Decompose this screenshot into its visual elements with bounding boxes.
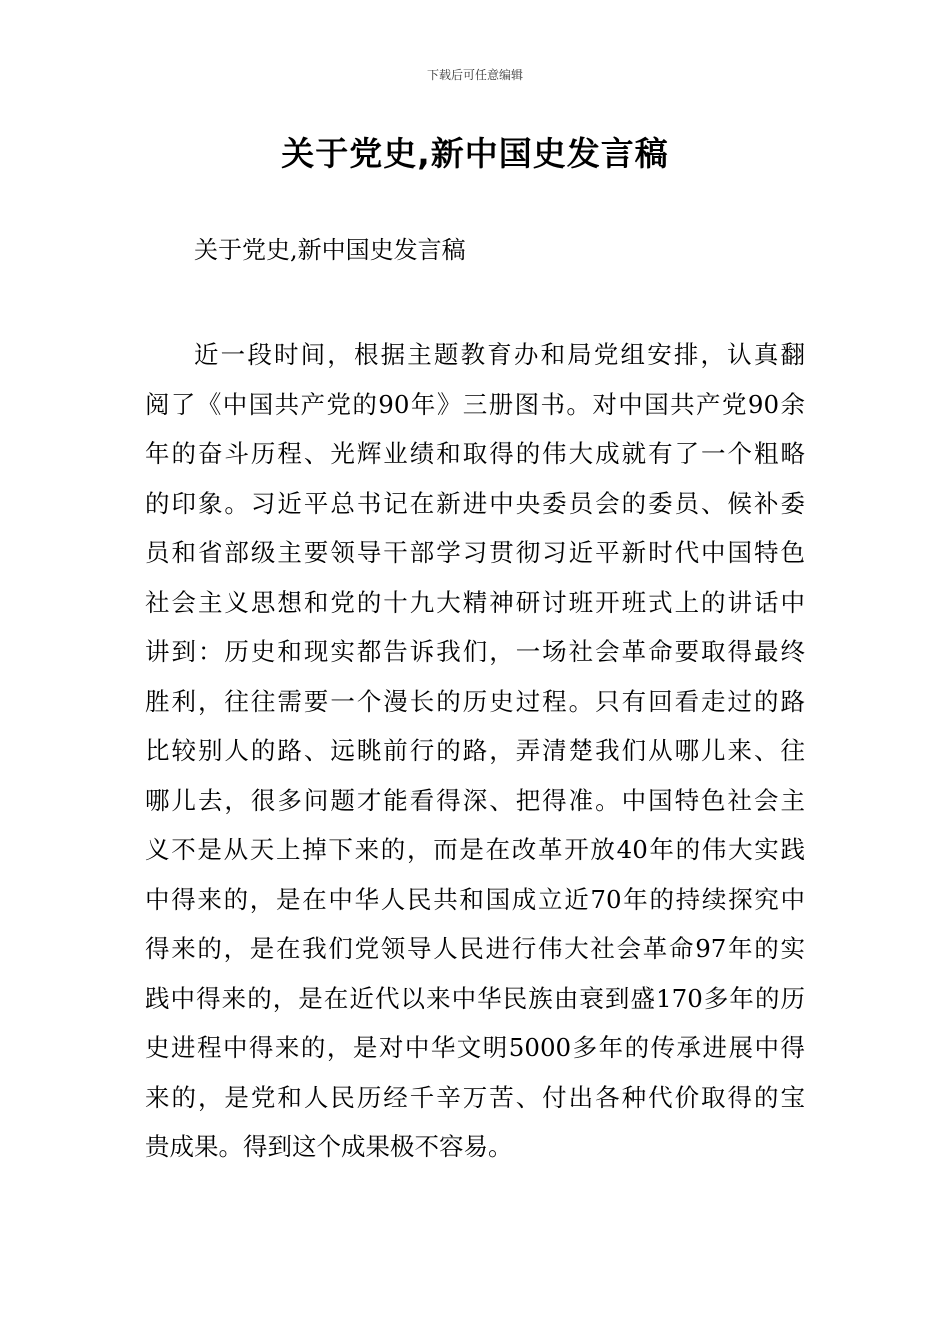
paragraph-line: 员和省部级主要领导干部学习贯彻习近平新时代中国特色	[145, 538, 805, 567]
paragraph-line: 来的，是党和人民历经千辛万苦、付出各种代价取得的宝	[145, 1082, 805, 1112]
paragraph-line: 年的奋斗历程、光辉业绩和取得的伟大成就有了一个粗略	[145, 439, 805, 468]
paragraph-line: 讲到：历史和现实都告诉我们，一场社会革命要取得最终	[145, 637, 805, 666]
body-paragraph	[145, 330, 805, 1172]
subtitle: 关于党史,新中国史发言稿	[194, 236, 466, 264]
paragraph-line: 史进程中得来的，是对中华文明5000多年的传承进展中得	[145, 1033, 805, 1062]
paragraph-line: 哪儿去，很多问题才能看得深、把得准。中国特色社会主	[145, 785, 805, 815]
paragraph-line: 比较别人的路、远眺前行的路，弄清楚我们从哪儿来、往	[145, 736, 805, 765]
paragraph-line: 义不是从天上掉下来的，而是在改革开放40年的伟大实践	[145, 835, 805, 864]
paragraph-line: 的印象。习近平总书记在新进中央委员会的委员、候补委	[145, 488, 805, 518]
paragraph-line: 近一段时间，根据主题教育办和局党组安排，认真翻	[194, 340, 805, 369]
paragraph-line: 胜利，往往需要一个漫长的历史过程。只有回看走过的路	[145, 686, 805, 716]
paragraph-line: 中得来的，是在中华人民共和国成立近70年的持续探究中	[145, 884, 805, 914]
paragraph-line: 得来的，是在我们党领导人民进行伟大社会革命97年的实	[145, 934, 805, 963]
header-note: 下载后可任意编辑	[426, 68, 523, 82]
paragraph-line: 社会主义思想和党的十九大精神研讨班开班式上的讲话中	[145, 587, 805, 617]
paragraph-line: 践中得来的，是在近代以来中华民族由衰到盛170多年的历	[145, 983, 805, 1013]
paragraph-line: 贵成果。得到这个成果极不容易。	[145, 1132, 513, 1161]
page-title: 关于党史,新中国史发言稿	[281, 134, 669, 173]
paragraph-line: 阅了《中国共产党的90年》三册图书。对中国共产党90余	[145, 389, 805, 419]
